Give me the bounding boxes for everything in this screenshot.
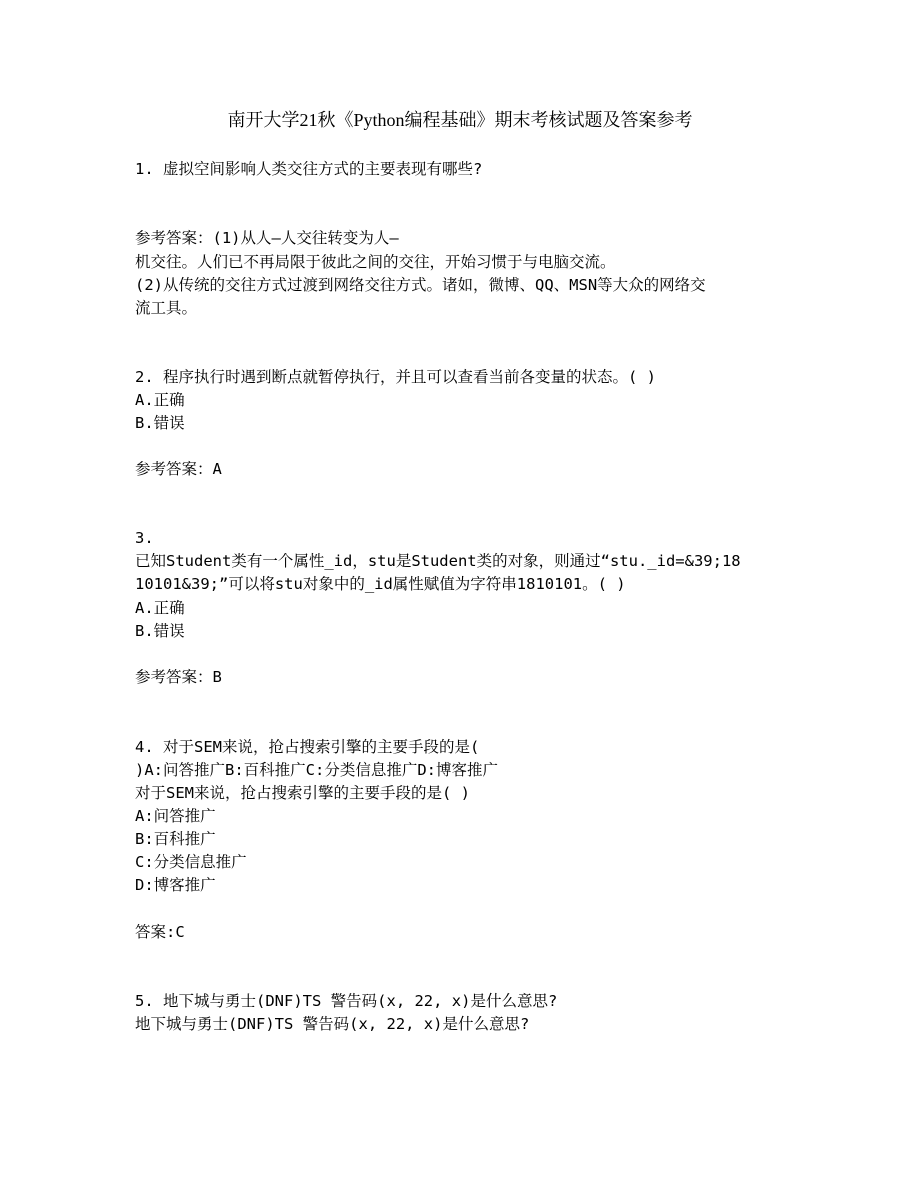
question-1-text: 1. 虚拟空间影响人类交往方式的主要表现有哪些?: [135, 160, 483, 178]
question-2-option-a: A.正确: [135, 391, 185, 409]
question-4-option-b: B:百科推广: [135, 830, 216, 848]
question-4-option-d: D:博客推广: [135, 876, 216, 894]
question-4-answer: 答案:C: [135, 923, 185, 941]
question-4-option-c: C:分类信息推广: [135, 853, 247, 871]
question-1-answer-line: 参考答案：(1)从人—人交往转变为人—: [135, 229, 399, 247]
question-2-text: 2. 程序执行时遇到断点就暂停执行，并且可以查看当前各变量的状态。( ): [135, 368, 656, 386]
question-3-text: 已知Student类有一个属性_id，stu是Student类的对象，则通过“stu._id=&39;18: [135, 552, 741, 570]
question-3-option-b: B.错误: [135, 622, 185, 640]
question-1-answer-line: (2)从传统的交往方式过渡到网络交往方式。诸如，微博、QQ、MSN等大众的网络交: [135, 276, 706, 294]
question-2-option-b: B.错误: [135, 414, 185, 432]
question-4-text: )A:问答推广B:百科推广C:分类信息推广D:博客推广: [135, 761, 498, 779]
question-3-text: 10101&39;”可以将stu对象中的_id属性赋值为字符串1810101。( ): [135, 575, 626, 593]
question-4-text: 4. 对于SEM来说，抢占搜索引擎的主要手段的是(: [135, 738, 480, 756]
document-title: 南开大学21秋《Python编程基础》期末考核试题及答案参考: [227, 110, 693, 130]
question-3-answer: 参考答案：B: [135, 668, 222, 686]
question-4-option-a: A:问答推广: [135, 807, 216, 825]
question-3-option-a: A.正确: [135, 599, 185, 617]
question-5-text: 地下城与勇士(DNF)TS 警告码(x, 22, x)是什么意思?: [135, 1015, 530, 1033]
question-5-text: 5. 地下城与勇士(DNF)TS 警告码(x, 22, x)是什么意思?: [135, 992, 558, 1010]
question-2-answer: 参考答案：A: [135, 460, 222, 478]
question-3-number: 3.: [135, 529, 154, 547]
question-1-answer-line: 机交往。人们已不再局限于彼此之间的交往，开始习惯于与电脑交流。: [135, 253, 616, 271]
question-1-answer-line: 流工具。: [135, 299, 198, 317]
question-4-text: 对于SEM来说，抢占搜索引擎的主要手段的是( ): [135, 784, 470, 802]
